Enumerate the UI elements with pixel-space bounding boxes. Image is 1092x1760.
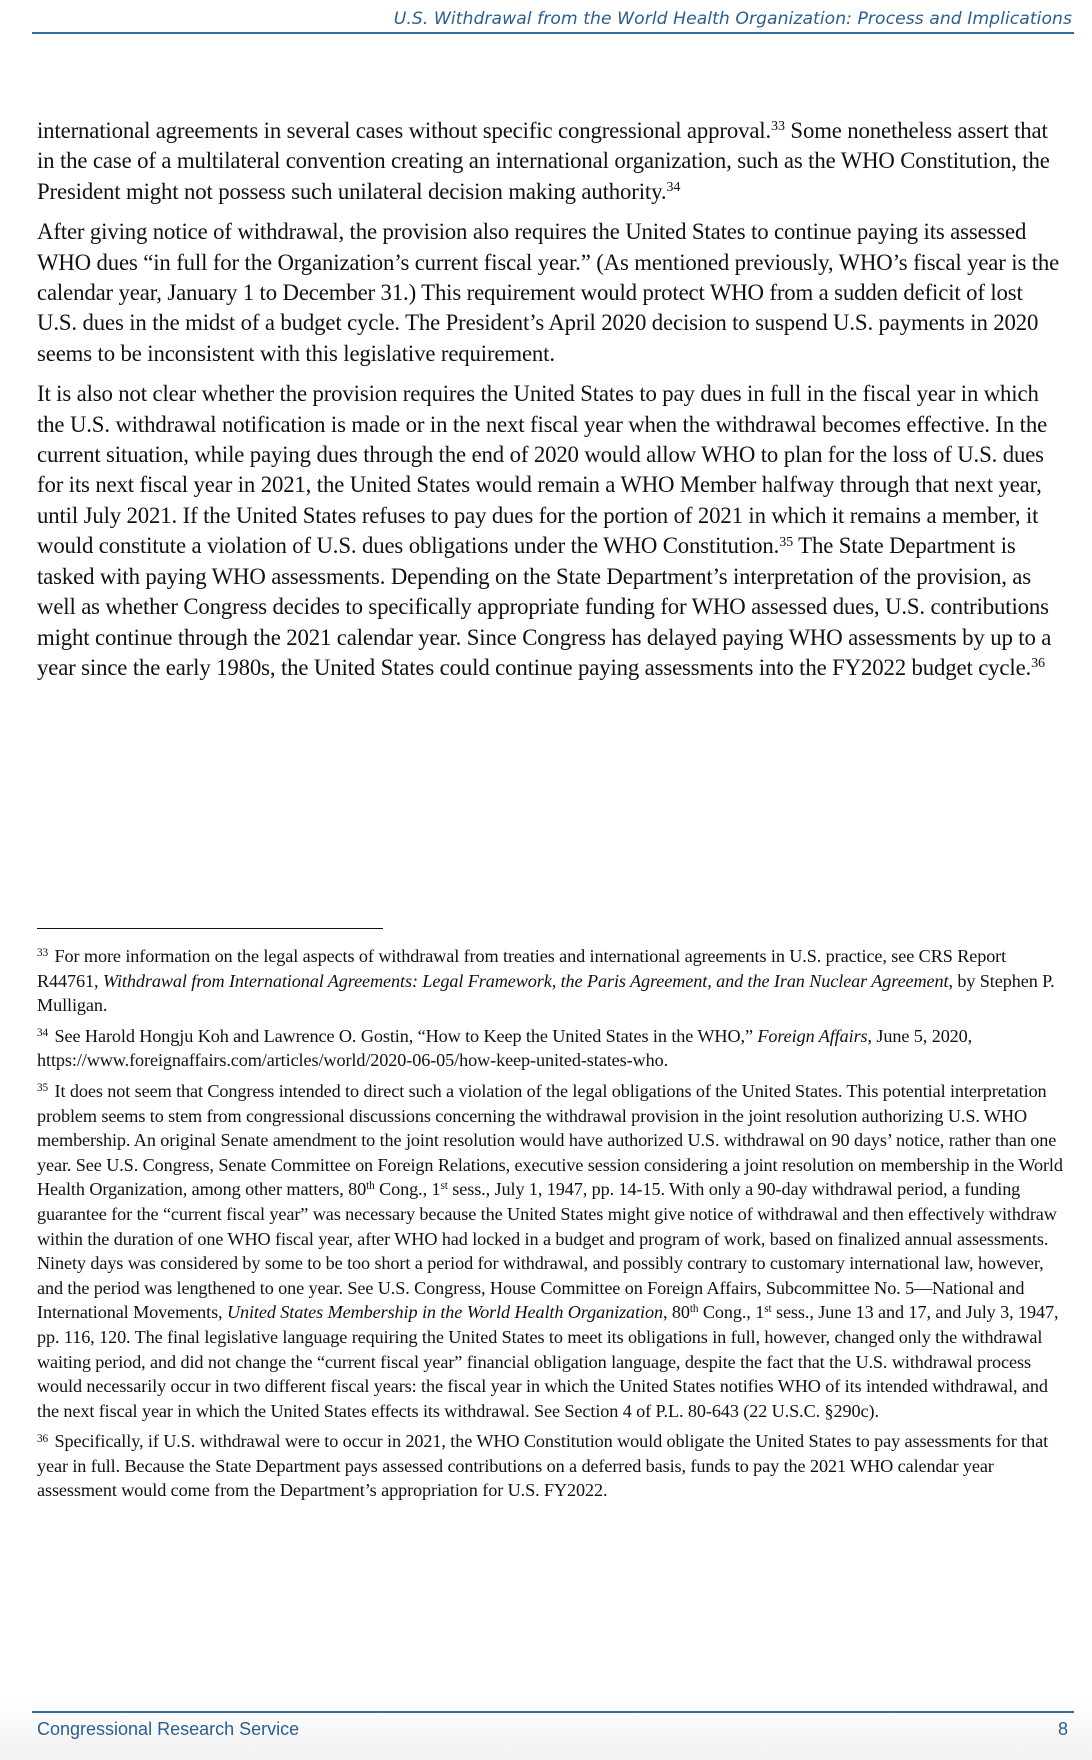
body-text [37, 116, 1067, 693]
footnote-number: 36 [37, 1432, 49, 1445]
footnote-number: 35 [37, 1082, 49, 1095]
report-title: U.S. Withdrawal from the World Health Organization: Process and Implications [393, 9, 1072, 29]
footnote-36: $^{36}$ Specifically, if U.S. withdrawal were to occur in 2021, the WHO Constitution would obligate the United States to pay assessments for that year in full. Because the State Department pays assessed contributions on a deferred basis, funds to pay the 2021 WHO calendar year assessment would come from the Department’s appropriation for U.S. FY2022. [37, 1431, 1049, 1501]
cited-title: United States Membership in the World Health Organization [226, 1302, 663, 1323]
paragraph: After giving notice of withdrawal, the provision also requires the United States to continue paying its assessed WHO dues “in full for the Organization’s current fiscal year.” (As mentioned previously, WHO’s fiscal year is the calendar year, January 1 to December 31.) This requirement would protect WHO from a sudden deficit of lost U.S. dues in the midst of a budget cycle. The President’s April 2020 decision to suspend U.S. payments in 2020 seems to be inconsistent with this legislative requirement. [37, 219, 1060, 366]
footnote-34: $^{34}$ See Harold Hongju Koh and Lawrence O. Gostin, “How to Keep the United States in the WHO,” Foreign Affairs, June 5, 2020, https://www.foreignaffairs.com/articles/world/2020-06-05/how-keep-united-states-who. [37, 1025, 973, 1071]
cited-title: Foreign Affairs [757, 1025, 868, 1046]
paragraph: It is also not clear whether the provision requires the United States to pay dues in full in the fiscal year in which the U.S. withdrawal notification is made or in the next fiscal year when the withdrawal becomes effective. In the current situation, while paying dues through the end of 2020 would allow WHO to plan for the loss of U.S. dues for its next fiscal year in 2021, the United States would remain a WHO Member halfway through that next year, until July 2021. If the United States refuses to pay dues for the portion of 2021 in which it remains a member, it would constitute a violation of U.S. dues obligations under the WHO Constitution.$^{35}$ The State Department is tasked with paying WHO assessments. Depending on the State Department’s interpretation of the provision, as well as whether Congress decides to specifically appropriate funding for WHO assessed dues, U.S. contributions might continue through the 2021 calendar year. Since Congress has delayed paying WHO assessments by up to a year since the early 1980s, the United States could continue paying assessments into the FY2022 budget cycle.$^{36}$ [37, 381, 1052, 680]
footnote-link[interactable]: , June 5, 2020, https://www.foreignaffairs.com/articles/world/2020-06-05/how-keep-united-states-who. [37, 1025, 973, 1071]
footnote-33: $^{33}$ For more information on the legal aspects of withdrawal from treaties and international agreements in U.S. practice, see CRS Report R44761, Withdrawal from International Agreements: Legal Framework, the Paris Agreement, and the Iran Nuclear Agreement, by Stephen P. Mulligan. [37, 946, 1055, 1016]
footnote-ref-36[interactable]: 36 [1031, 655, 1045, 672]
footnote-35: $^{35}$ It does not seem that Congress intended to direct such a violation of the legal obligations of the United States. This potential interpretation problem seems to stem from congressional discussions concerning the withdrawal provision in the joint resolution authorizing U.S. WHO membership. An original Senate amendment to the joint resolution would have authorized U.S. withdrawal on 90 days’ notice, rather than one year. See U.S. Congress, Senate Committee on Foreign Relations, executive session considering a joint resolution on membership in the World Health Organization, among other matters, 80th Cong., 1st sess., July 1, 1947, pp. 14-15. With only a 90-day withdrawal period, a funding guarantee for the “current fiscal year” was necessary because the United States might give notice of withdrawal and then effectively withdraw within the duration of one WHO fiscal year, after WHO had locked in a budget and program of work, based on finalized annual assessments. Ninety days was considered by some to be too short a period for withdrawal, and possibly contrary to customary international law, however, and the period was lengthened to one year. See U.S. Congress, House Committee on Foreign Affairs, Subcommittee No. 5—National and International Movements, United States Membership in the World Health Organization, 80th Cong., 1st sess., June 13 and 17, and July 3, 1947, pp. 116, 120. The final legislative language requiring the United States to meet its obligations in full, however, changed only the withdrawal waiting period, and did not change the “current fiscal year” financial obligation language, despite the fact that the U.S. withdrawal process would necessarily occur in two different fiscal years: the fiscal year in which the United States notifies WHO of its intended withdrawal, and the next fiscal year in which the United States effects its withdrawal. See Section 4 of P.L. 80-643 (22 U.S.C. §290c). [37, 1080, 1063, 1421]
footnote-divider [37, 928, 383, 929]
footnotes [37, 944, 1067, 1509]
footer-organization: Congressional Research Service [37, 1719, 300, 1739]
page-footer [32, 1711, 1074, 1753]
footnote-ref-33[interactable]: 33 [771, 118, 785, 135]
footnote-ref-34[interactable]: 34 [666, 179, 681, 196]
running-header [32, 6, 1074, 34]
footnote-number: 34 [37, 1027, 49, 1040]
cited-title: Withdrawal from International Agreements: Legal Framework, the Paris Agreement, and the Iran Nuclear Agreement [102, 970, 949, 991]
footnote-ref-35[interactable]: 35 [779, 533, 794, 550]
page-number: 8 [1057, 1719, 1068, 1739]
paragraph: international agreements in several cases without specific congressional approval.$^{33}$ Some nonetheless assert that in the case of a multilateral convention creating an international organization, such as the WHO Constitution, the President might not possess such unilateral decision making authority.$^{34}$ [37, 118, 1050, 204]
footnote-number: 33 [37, 947, 49, 960]
